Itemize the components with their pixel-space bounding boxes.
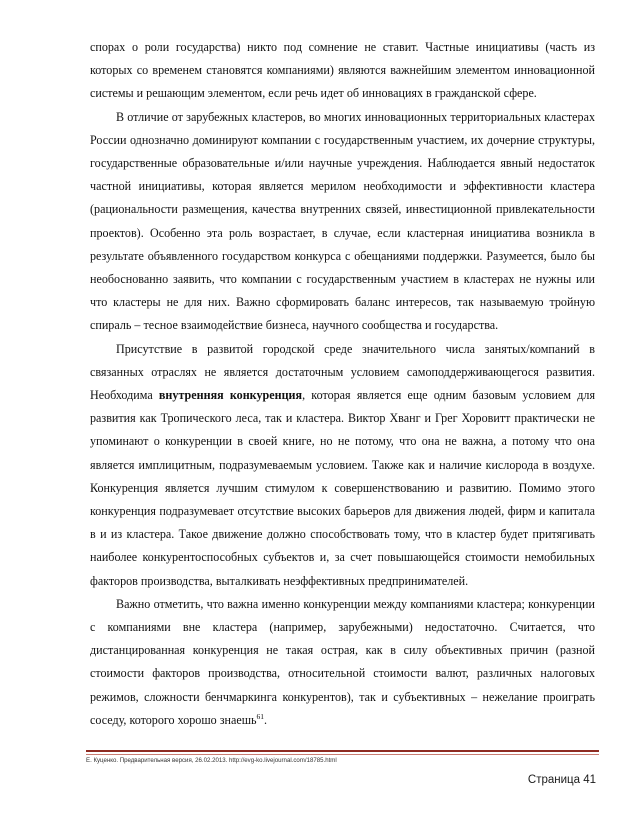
paragraph-text: В отличие от зарубежных кластеров, во многих инновационных территориальных кластерах России однозначно доминируют компании с государственным участием, их дочерние структуры, государственные образовательные и/или научные учреждения. Наблюдается явный недостаток частной инициативы, которая является мерилом необходимости и эффективности кластера (рациональности размещения, качества внутренних связей, инвестиционной привлекательности проектов). Особенно эта роль возрастает, в случае, если кластерная инициатива возникла в результате объявленного государством конкурса с обещаниями поддержки. Разумеется, было бы необоснованно заявить, что компании с государственным участием в кластерах не нужны или что кластеры не для них. Важно сформировать баланс интересов, так называемую тройную спираль – тесное взаимодействие бизнеса, научного сообщества и государства. xyxy=(90,109,595,333)
paragraph-3 xyxy=(90,338,595,593)
paragraph-text: Присутствие в развитой городской среде значительного числа занятых/компаний в связанных отраслях не является достаточным условием самоподдерживающегося развития. Необходима xyxy=(90,341,595,403)
paragraph-text: . xyxy=(264,712,268,727)
paragraph-4 xyxy=(90,593,595,732)
footer-rule xyxy=(86,750,599,752)
paragraph-2 xyxy=(90,106,595,338)
paragraph-text: , которая является еще одним базовым условием для развития как Тропического леса, так и кластера. Виктор Хванг и Грег Хоровитт практически не упоминают о конкуренции в своей книге, но не потому, что она не важна, а потому что она является имплицитным, подразумеваемым условием. Также как и наличие кислорода в воздухе. Конкуренция является лучшим стимулом к совершенствованию и развитию. Помимо этого конкуренция подразумевает отсутствие высоких барьеров для движения людей, фирм и капитала в и из кластера. Такое движение должно способствовать тому, что в кластер будет притягивать наиболее конкурентоспособных субъектов и, за счет повышающейся стоимости немобильных факторов производства, выталкивать неэффективных предпринимателей. xyxy=(90,388,596,588)
page-body xyxy=(90,36,595,732)
paragraph-1 xyxy=(90,36,595,106)
paragraph-text: спорах о роли государства) никто под сомнение не ставит. Частные инициативы (часть из которых со временем становятся компаниями) являются важнейшим элементом инновационной системы и решающим элементом, если речь идет об инновациях в гражданской сфере. xyxy=(90,40,595,101)
emphasis-internal-competition: внутренняя конкуренция xyxy=(158,388,303,403)
footer-note: Е. Куценко. Предварительная версия, 26.02.2013. http://evg-ko.livejournal.com/18785.html xyxy=(86,757,337,764)
footnote-reference[interactable]: 61 xyxy=(256,711,265,721)
page-number: Страница 41 xyxy=(527,774,596,786)
footer-rule-thin xyxy=(86,754,599,755)
paragraph-text: Важно отметить, что важна именно конкуренции между компаниями кластера; конкуренции с компаниями вне кластера (например, зарубежными) недостаточно. Считается, что дистанцированная конкуренция не такая острая, как в силу объективных причин (разной стоимости факторов производства, относительной стоимости валют, различных налоговых режимов, сложности бенчмаркинга конкурентов), так и субъективных – нежелание проиграть соседу, которого хорошо знаешь xyxy=(90,596,595,727)
